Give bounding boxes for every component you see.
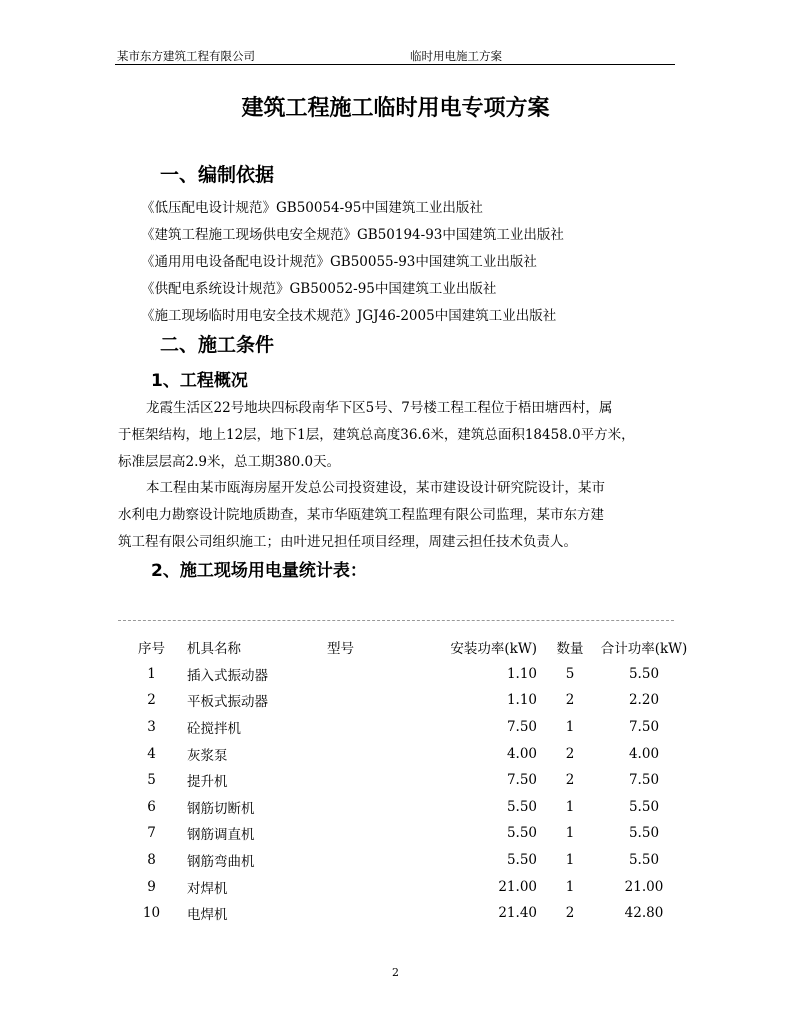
cell-total-power: 21.00	[624, 878, 664, 895]
cell-quantity: 1	[565, 825, 575, 842]
reference-item: 《通用用电设备配电设计规范》GB50055-93中国建筑工业出版社	[141, 254, 537, 270]
cell-index: 3	[147, 719, 156, 736]
document-title: 建筑工程施工临时用电专项方案	[241, 96, 550, 121]
cell-total-power: 5.50	[628, 798, 660, 815]
overview-paragraph-line: 筑工程有限公司组织施工；由叶进兄担任项目经理，周建云担任技术负责人。	[118, 534, 577, 550]
cell-total-power: 5.50	[628, 852, 660, 869]
overview-paragraph-line: 龙霞生活区22号地块四标段南华下区5号、7号楼工程工程位于梧田塘西村，属	[146, 400, 613, 416]
cell-total-power: 42.80	[624, 905, 664, 922]
cell-name: 钢筋调直机	[187, 827, 255, 844]
cell-total-power: 7.50	[628, 772, 660, 789]
cell-index: 9	[147, 878, 156, 895]
cell-quantity: 5	[565, 665, 575, 682]
cell-rated-power: 1.10	[506, 692, 537, 709]
table-row	[128, 847, 693, 874]
table-row	[128, 900, 693, 927]
col-header-total-power: 合计功率(kW)	[600, 641, 688, 658]
cell-model	[327, 847, 407, 874]
divider	[118, 620, 674, 621]
overview-paragraph-line: 本工程由某市瓯海房屋开发总公司投资建设，某市建设设计研究院设计，某市	[146, 480, 605, 496]
cell-model	[327, 873, 407, 900]
cell-model	[327, 714, 407, 741]
cell-name: 电焊机	[187, 907, 228, 924]
table-row	[128, 740, 693, 767]
cell-total-power: 2.20	[628, 692, 660, 709]
cell-name: 灰浆泵	[187, 747, 228, 764]
cell-index: 8	[147, 852, 156, 869]
cell-quantity: 2	[565, 692, 575, 709]
col-header-name: 机具名称	[187, 641, 241, 658]
subsection-overview-heading: 1、工程概况	[151, 371, 248, 391]
cell-name: 对焊机	[187, 880, 228, 897]
cell-model	[327, 661, 407, 688]
cell-total-power: 5.50	[628, 665, 660, 682]
col-header-index: 序号	[138, 641, 165, 658]
cell-quantity: 2	[565, 905, 575, 922]
table-header-row	[128, 634, 693, 661]
col-header-quantity: 数量	[556, 641, 584, 658]
table-row	[128, 767, 693, 794]
cell-total-power: 7.50	[628, 719, 660, 736]
cell-model	[327, 794, 407, 821]
table-row	[128, 661, 693, 688]
cell-rated-power: 5.50	[506, 798, 537, 815]
cell-rated-power: 21.00	[498, 878, 537, 895]
cell-index: 1	[147, 665, 156, 682]
reference-item: 《供配电系统设计规范》GB50052-95中国建筑工业出版社	[141, 281, 497, 297]
cell-index: 4	[147, 745, 156, 762]
page-number: 2	[392, 966, 399, 979]
col-header-model: 型号	[327, 641, 354, 658]
cell-index: 6	[147, 798, 156, 815]
overview-paragraph-line: 标准层层高2.9米，总工期380.0天。	[118, 454, 341, 470]
cell-rated-power: 21.40	[498, 905, 537, 922]
page-header	[115, 44, 675, 65]
cell-quantity: 1	[565, 852, 575, 869]
table-row	[128, 794, 693, 821]
cell-quantity: 1	[565, 878, 575, 895]
cell-name: 平板式振动器	[187, 694, 268, 711]
table-row	[128, 873, 693, 900]
reference-item: 《低压配电设计规范》GB50054-95中国建筑工业出版社	[141, 200, 483, 216]
reference-item: 《施工现场临时用电安全技术规范》JGJ46-2005中国建筑工业出版社	[141, 308, 557, 324]
cell-model	[327, 900, 407, 927]
subsection-power-table-heading: 2、施工现场用电量统计表：	[151, 561, 367, 581]
cell-quantity: 2	[565, 772, 575, 789]
cell-name: 钢筋切断机	[187, 800, 255, 817]
cell-quantity: 1	[565, 719, 575, 736]
cell-quantity: 2	[565, 745, 575, 762]
section1-heading: 一、编制依据	[160, 164, 275, 186]
cell-index: 5	[147, 772, 156, 789]
cell-rated-power: 5.50	[506, 825, 537, 842]
cell-rated-power: 7.50	[506, 772, 537, 789]
cell-name: 钢筋弯曲机	[187, 854, 255, 871]
cell-rated-power: 1.10	[506, 665, 537, 682]
cell-rated-power: 5.50	[506, 852, 537, 869]
cell-name: 提升机	[187, 774, 228, 791]
overview-paragraph-line: 水利电力勘察设计院地质勘查，某市华瓯建筑工程监理有限公司监理，某市东方建	[118, 507, 604, 523]
cell-model	[327, 687, 407, 714]
power-statistics-table	[128, 634, 693, 927]
table-row	[128, 687, 693, 714]
cell-rated-power: 4.00	[506, 745, 537, 762]
table-row	[128, 714, 693, 741]
cell-name: 砼搅拌机	[187, 721, 241, 738]
cell-index: 2	[147, 692, 156, 709]
cell-model	[327, 767, 407, 794]
header-company: 某市东方建筑工程有限公司	[117, 49, 255, 63]
cell-total-power: 5.50	[628, 825, 660, 842]
cell-quantity: 1	[565, 798, 575, 815]
cell-model	[327, 740, 407, 767]
reference-item: 《建筑工程施工现场供电安全规范》GB50194-93中国建筑工业出版社	[141, 227, 564, 243]
cell-total-power: 4.00	[628, 745, 660, 762]
col-header-rated-power: 安装功率(kW)	[450, 641, 537, 658]
cell-rated-power: 7.50	[506, 719, 537, 736]
cell-index: 7	[147, 825, 156, 842]
overview-paragraph-line: 于框架结构，地上12层，地下1层，建筑总高度36.6米，建筑总面积18458.0平方米，	[118, 427, 635, 443]
cell-name: 插入式振动器	[187, 667, 268, 684]
table-row	[128, 820, 693, 847]
header-doc-name: 临时用电施工方案	[410, 49, 502, 63]
cell-model	[327, 820, 407, 847]
section2-heading: 二、施工条件	[160, 334, 275, 356]
cell-index: 10	[142, 905, 161, 922]
